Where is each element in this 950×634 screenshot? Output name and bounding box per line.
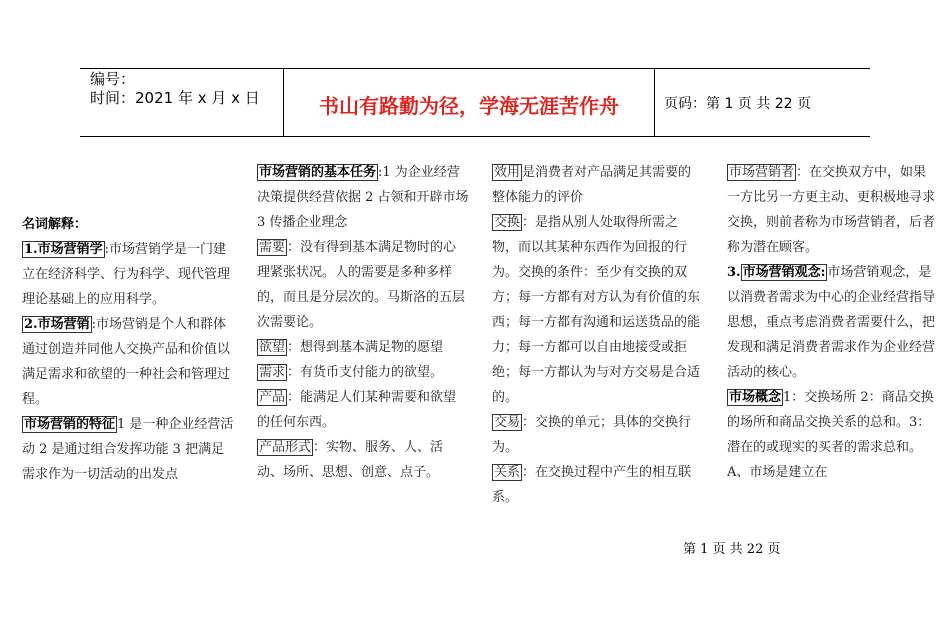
column-3 — [492, 160, 704, 510]
term-marketing-features: 市场营销的特征 — [24, 417, 116, 432]
term-paragraph: 3. 市场营销观念: 市场营销观念，是以消费者需求为中心的企业经营指导思想，重点考虑消费者需要什么，把发现和满足消费者需求作为企业经营活动的核心。 — [727, 265, 936, 380]
page-footer: 第 1 页 共 22 页 — [683, 542, 781, 557]
term-paragraph: 欲望 ：想得到基本满足物的愿望 — [259, 340, 444, 355]
header-bottom-rule — [80, 136, 870, 137]
term-paragraph: 需要 ：没有得到基本满足物时的心理紧张状况。人的需要是多种多样的，而且是分层次的。马斯洛的五层次需要论。 — [257, 240, 466, 330]
section-title: 名词解释： — [22, 217, 88, 232]
term-product-form: 产品形式 — [259, 440, 312, 455]
column-2 — [257, 160, 469, 485]
term-paragraph: 市场营销者 ：在交换双方中，如果一方比另一方更主动、更积极地寻求交换，则前者称为市场营销者，后者称为潜在顾客。 — [727, 165, 936, 255]
term-relationship: 关系 — [494, 465, 521, 480]
term-paragraph: 需求 ：有货币支付能力的欲望。 — [259, 365, 444, 380]
term-utility: 效用 — [494, 165, 521, 180]
term-marketing: 2.市场营销 — [24, 317, 90, 332]
term-paragraph: 市场营销的特征 1 是一种企业经营活动 2 是通过组合发挥功能 3 把满足需求作为一切活动的出发点 — [22, 417, 234, 482]
term-paragraph: 市场营销的基本任务 :1 为企业经营决策提供经营依据 2 占领和开辟市场 3 传播企业理念 — [257, 165, 469, 230]
term-paragraph: 2.市场营销 :市场营销是个人和群体通过创造并同他人交换产品和价值以满足需求和欲望的一种社会和管理过程。 — [22, 317, 231, 407]
term-paragraph: 交易 ：交换的单元；具体的交换行为。 — [492, 415, 692, 455]
term-paragraph: 交换 ：是指从别人处取得所需之物，而以其某种东西作为回报的行为。交换的条件：至少有交换的双方；每一方都有对方认为有价值的东西；每一方都有沟通和运送货品的能力；每一方都可以自由地接受或拒绝；每一方都认为与对方交易是合适的。 — [492, 215, 701, 405]
header-top-rule — [80, 68, 870, 69]
column-4 — [727, 160, 939, 485]
term-marketing-science: 1.市场营销学 — [24, 242, 103, 257]
term-demand: 需求 — [259, 365, 286, 380]
term-paragraph: 效用 是消费者对产品满足其需要的整体能力的评价 — [492, 165, 692, 205]
term-need: 需要 — [259, 240, 286, 255]
term-product: 产品 — [259, 390, 286, 405]
term-paragraph: 关系 ：在交换过程中产生的相互联系。 — [492, 465, 692, 505]
term-exchange: 交换 — [494, 215, 521, 230]
term-basic-tasks: 市场营销的基本任务 — [259, 165, 377, 180]
term-paragraph: 1.市场营销学 :市场营销学是一门建立在经济科学、行为科学、现代管理理论基础上的应用科学。 — [22, 242, 231, 307]
header-page-label: 页码：第 1 页 共 22 页 — [664, 96, 811, 112]
document-date: 时间：2021 年 x 月 x 日 — [90, 89, 260, 107]
term-paragraph: 产品 ：能满足人们某种需要和欲望的任何东西。 — [257, 390, 457, 430]
term-paragraph: 市场概念 1：交换场所 2：商品交换的场所和商品交换关系的总和。3：潜在的或现实的买者的需求总和。A、市场是建立在 — [727, 390, 934, 480]
header-divider-right — [654, 68, 655, 136]
header-motto: 书山有路勤为径，学海无涯苦作舟 — [319, 94, 619, 118]
document-number-label: 编号： — [90, 70, 136, 88]
term-paragraph: 产品形式 ：实物、服务、人、活动、场所、思想、创意、点子。 — [257, 440, 444, 480]
header-left — [90, 70, 260, 108]
term-market-concept: 市场概念 — [729, 390, 782, 405]
term-transaction: 交易 — [494, 415, 521, 430]
term-want: 欲望 — [259, 340, 286, 355]
term-marketing-concept: 市场营销观念: — [742, 265, 826, 280]
column-1 — [22, 212, 234, 487]
term-marketer: 市场营销者 — [729, 165, 795, 180]
